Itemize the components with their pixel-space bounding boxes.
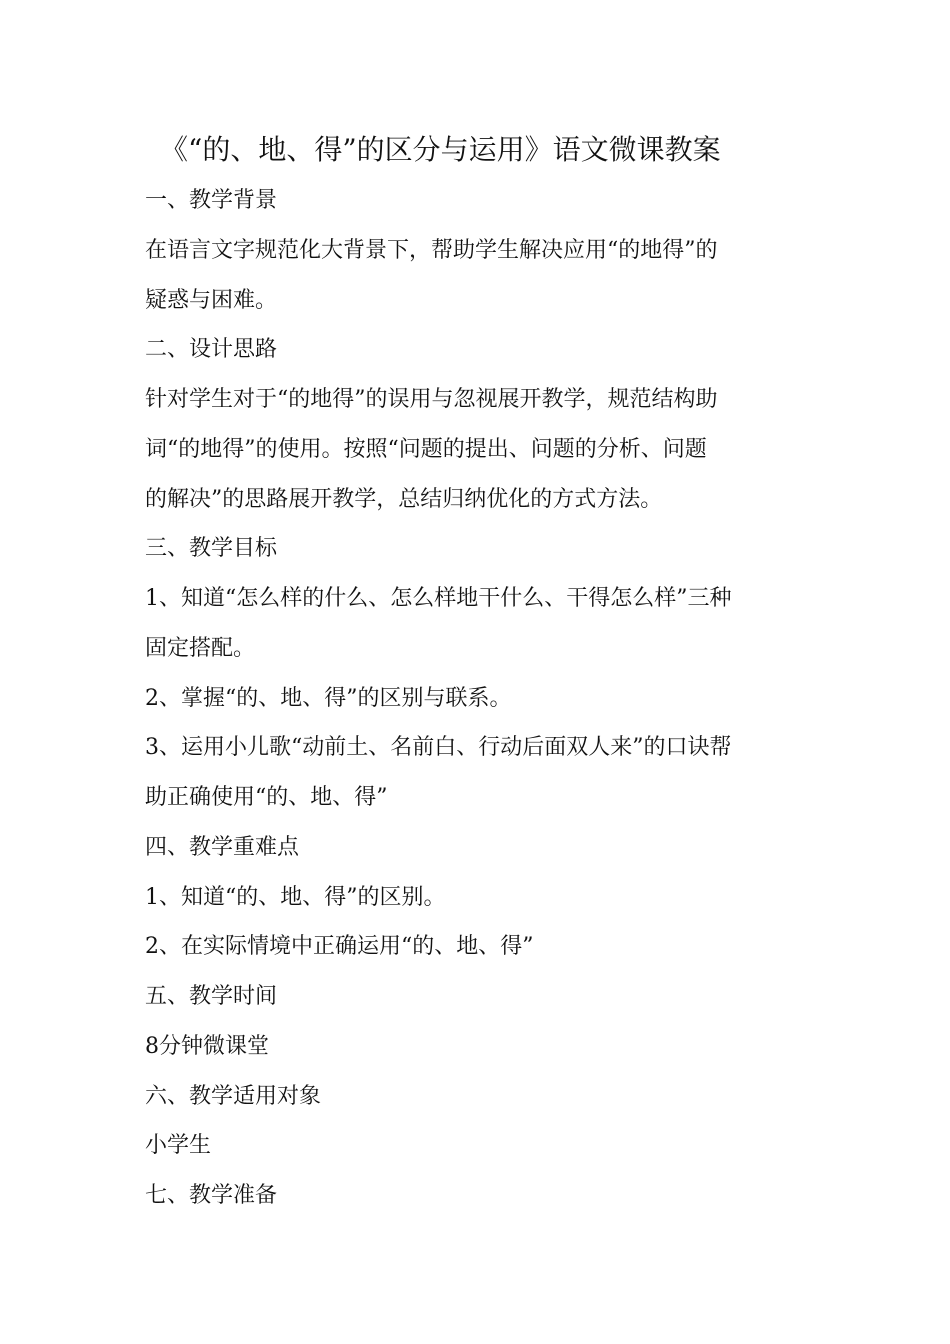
section-heading-design: 二、设计思路 <box>145 337 278 362</box>
section-heading-background: 一、教学背景 <box>145 188 278 213</box>
paragraph-line: 8分钟微课堂 <box>145 1034 269 1059</box>
paragraph-line: 针对学生对于“的地得”的误用与忽视展开教学，规范结构助 <box>145 387 718 412</box>
list-item: 2、掌握“的、地、得”的区别与联系。 <box>145 686 512 711</box>
list-item: 1、知道“的、地、得”的区别。 <box>145 885 446 910</box>
section-heading-key-points: 四、教学重难点 <box>145 835 300 860</box>
list-item-continuation: 固定搭配。 <box>145 636 256 661</box>
list-item-continuation: 助正确使用“的、地、得” <box>145 785 388 810</box>
list-item: 3、运用小儿歌“动前土、名前白、行动后面双人来”的口诀帮 <box>145 735 732 760</box>
paragraph-line: 疑惑与困难。 <box>145 288 278 313</box>
list-item: 2、在实际情境中正确运用“的、地、得” <box>145 934 534 959</box>
paragraph-line: 小学生 <box>145 1133 212 1158</box>
section-heading-preparation: 七、教学准备 <box>145 1183 278 1208</box>
paragraph-line: 的解决”的思路展开教学，总结归纳优化的方式方法。 <box>145 487 663 512</box>
document-title: 《“的、地、得”的区分与运用》语文微课教案 <box>160 133 721 166</box>
section-heading-time: 五、教学时间 <box>145 984 278 1009</box>
paragraph-line: 词“的地得”的使用。按照“问题的提出、问题的分析、问题 <box>145 437 707 462</box>
list-item: 1、知道“怎么样的什么、怎么样地干什么、干得怎么样”三种 <box>145 586 732 611</box>
section-heading-objectives: 三、教学目标 <box>145 536 278 561</box>
paragraph-line: 在语言文字规范化大背景下，帮助学生解决应用“的地得”的 <box>145 238 718 263</box>
section-heading-audience: 六、教学适用对象 <box>145 1084 322 1109</box>
